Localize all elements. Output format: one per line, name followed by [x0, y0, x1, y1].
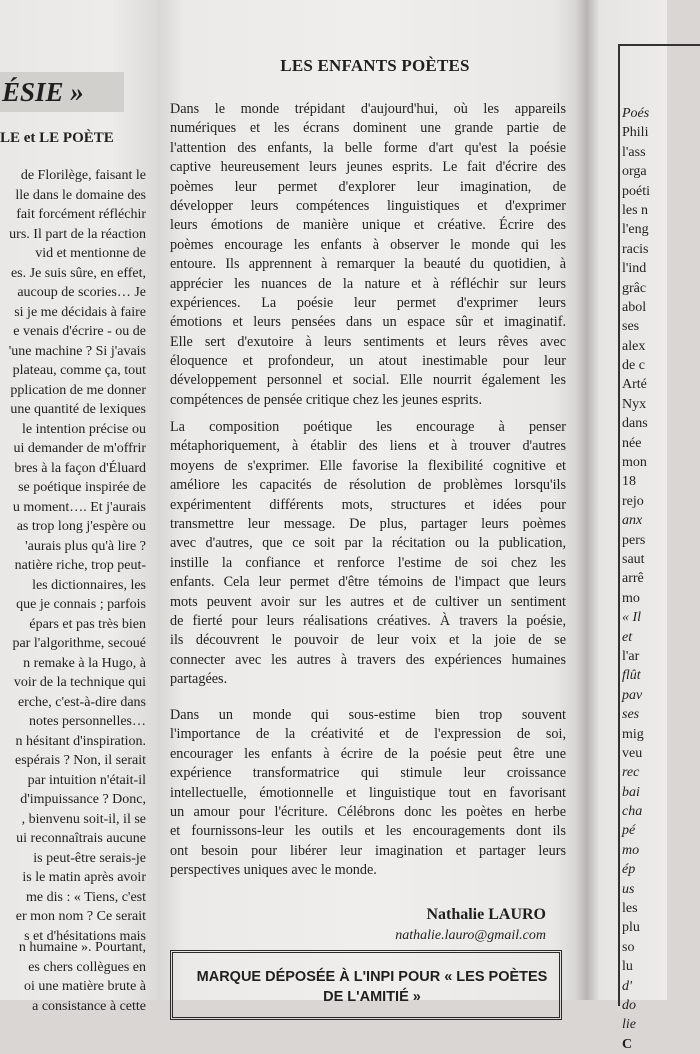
text-line: us [622, 881, 635, 897]
text-line: natière riche, trop peut- [14, 558, 146, 573]
text-line: as trop long j'espère ou [16, 519, 146, 534]
text-line: poèmes encourage les enfants à observer le monde qui les [170, 236, 566, 253]
text-line: pers [622, 532, 646, 548]
text-line: mo [622, 590, 640, 606]
text-line: par intuition n'était-il [27, 772, 146, 788]
text-line: arrê [622, 571, 644, 587]
text-line: leurs émotions de manière unique et créative. Écrire des [170, 217, 566, 234]
text-line: is peut-être serais-je [33, 850, 146, 866]
main-page [158, 0, 588, 1005]
text-line: éloquence et profondeur, un atout inestimable pour leur [170, 353, 566, 370]
article-title: LES ENFANTS POÈTES [280, 56, 470, 75]
left-page [0, 0, 158, 1014]
text-line: ont besoin pour libérer leur imagination et partager leurs [170, 842, 566, 859]
text-line: pé [622, 823, 636, 839]
text-line: si je me décidais à faire [14, 304, 146, 320]
text-line: intellectuelle, émotionnelle et linguistique tout en favorisant [170, 784, 566, 801]
text-line: partagées. [170, 671, 228, 688]
text-line: cha [622, 804, 643, 820]
text-line: dans [622, 416, 648, 432]
text-line: née [622, 435, 642, 451]
left-article-subtitle: LE et LE POÈTE [0, 130, 114, 146]
text-line: émotions et leurs pensées dans un espace sûr et imaginatif. [170, 314, 566, 331]
text-line: is le matin après avoir [22, 870, 146, 885]
text-line: voir de la technique qui [13, 675, 146, 690]
article-paragraph-2 [170, 418, 566, 689]
text-line: 18 [622, 474, 636, 490]
text-line: mo [622, 842, 640, 858]
text-line: er mon nom ? Ce serait [15, 909, 146, 924]
article-paragraph-1 [170, 100, 566, 410]
text-line: espérais ? Non, il serait [14, 753, 146, 768]
text-line: n remake à la Hugo, à [23, 655, 146, 671]
text-line: l'importance de la créativité et de l'expression de soi, [170, 726, 566, 743]
trademark-notice-box [170, 950, 562, 1020]
text-line: erche, c'est-à-dire dans [17, 694, 146, 710]
left-section-heading: ÉSIE » [0, 72, 124, 112]
text-line: racis [622, 241, 649, 257]
text-line: bres à la façon d'Éluard [14, 460, 146, 476]
text-line: vid et mentionne de [35, 246, 146, 261]
text-line: ép [622, 862, 636, 878]
text-line: compétences de pensée critique chez les jeunes esprits. [170, 391, 482, 408]
text-line: épars et pas très bien [29, 616, 146, 632]
text-line: de Florilège, faisant le [20, 168, 146, 183]
text-line: mots peuvent avoir sur les autres et de cultiver un sentiment [170, 593, 566, 610]
text-line: s et d'hésitations mais [24, 928, 146, 944]
text-line: le intention précise ou [21, 421, 146, 437]
text-line: pplication de me donner [10, 382, 146, 398]
text-line: les n [622, 202, 649, 218]
text-line: perspectives uniques avec le monde. [170, 862, 377, 879]
text-line: anx [622, 513, 643, 529]
text-line: me dis : « Tiens, c'est [26, 889, 146, 905]
text-line: moyens de s'exprimer. Elle favorise la flexibilité cognitive et [170, 457, 566, 474]
text-line: lle dans le domaine des [15, 187, 146, 203]
text-line: se poétique inspirée de [18, 480, 146, 495]
text-line: Poés [622, 106, 650, 121]
text-line: do [622, 997, 636, 1013]
text-line: et fournissons-leur les outils et les encouragements dont ils [170, 823, 566, 840]
text-line: bai [622, 784, 640, 800]
text-line: 'aurais plus qu'à lire ? [25, 538, 146, 554]
right-page [588, 0, 667, 1052]
text-line: saut [622, 551, 645, 567]
article-paragraph-3 [170, 706, 566, 881]
text-line: 'une machine ? Si j'avais [8, 343, 146, 359]
text-line: expérimentent différents mots, structures et idées pour [170, 496, 566, 513]
text-line: lie [622, 1017, 636, 1033]
text-line: développer leurs compétences linguistiques et d'exprimer [170, 197, 566, 214]
text-line: notes personnelles… [28, 714, 146, 729]
article-author: Nathalie LAURO [426, 906, 546, 923]
text-line: numériques et les écrans dominent une grande partie de [170, 120, 566, 137]
text-line: n humaine ». Pourtant, [18, 940, 146, 955]
text-line: instille la confiance et renforce l'estime de soi chez les [170, 554, 566, 571]
text-line: es chers collègues en [28, 959, 146, 975]
text-line: oi une matière brute à [23, 979, 146, 994]
text-line: une quantité de lexiques [10, 402, 146, 417]
text-line: transmettre leur message. De plus, partager leurs poèmes [170, 515, 566, 532]
text-line: flût [622, 668, 641, 684]
text-line: l'ass [622, 144, 646, 160]
text-line: d'impuissance ? Donc, [20, 792, 146, 807]
text-line: Phili [622, 125, 649, 141]
text-line: enfants. Cela leur permet d'être témoins de l'impact que leurs [170, 574, 566, 591]
text-line: so [622, 939, 635, 955]
text-line: ui demander de m'offrir [13, 441, 146, 456]
text-line: l'ar [622, 648, 640, 664]
text-line: Dans un monde qui sous-estime bien trop souvent [170, 707, 566, 723]
text-line: fait forcément réfléchir [16, 207, 146, 222]
text-line: l'eng [622, 222, 649, 238]
text-line: les [622, 901, 638, 917]
text-line: a consistance à cette [32, 998, 146, 1014]
left-article-text [0, 166, 146, 946]
text-line: plateau, comme ça, tout [12, 363, 146, 378]
text-line: poéti [622, 183, 650, 199]
text-line: grâc [622, 280, 647, 296]
text-line: veu [622, 745, 643, 761]
text-line: d' [622, 978, 632, 994]
text-line: rejo [622, 493, 644, 509]
text-line: mig [622, 726, 644, 742]
text-line: connecter avec les autres à travers des expériences humaines [170, 651, 566, 668]
text-line: expérience transformatrice qui stimule leur croissance [170, 765, 566, 782]
text-line: es. Je suis sûre, en effet, [10, 265, 146, 281]
text-line: développement personnel et social. Elle nourrit également les [170, 372, 566, 389]
text-line: expériences. La poésie leur permet d'exprimer leurs [170, 294, 566, 311]
text-line: u moment…. Et j'aurais [12, 499, 146, 515]
text-line: et [622, 629, 633, 645]
author-email: nathalie.lauro@gmail.com [395, 928, 546, 943]
text-line: urs. Il part de la réaction [9, 226, 146, 242]
text-line: La composition poétique les encourage à penser [170, 419, 566, 435]
text-line: abol [622, 299, 647, 315]
text-line: Elle sert d'exutoire à leurs sentiments et leurs rêves avec [170, 333, 566, 350]
text-line: e venais d'écrire - ou de [13, 324, 146, 339]
text-line: ui reconnaîtrais aucune [16, 831, 146, 846]
text-line: de fierté pour leurs réalisations créatives. À travers la poésie, [170, 612, 566, 629]
text-line: de c [622, 358, 645, 374]
text-line: que je connais ; parfois [16, 597, 146, 612]
text-line: par l'algorithme, secoué [12, 636, 146, 651]
text-line: poèmes leur permet d'explorer leur imagination, de [170, 178, 566, 195]
text-line: ses [622, 707, 640, 723]
text-line: entoure. Ils apprennent à remarquer la beauté du quotidien, à [170, 256, 566, 273]
text-line: rec [622, 765, 640, 781]
text-line: aucoup de scories… Je [17, 285, 146, 300]
text-line: ses [622, 319, 640, 335]
text-line: , bienvenu soit-il, il se [21, 811, 146, 827]
text-line: captive heureusement leurs jeunes esprits. Le fait d'écrire des [170, 159, 566, 176]
text-line: lu [622, 959, 633, 975]
text-line: C [622, 1036, 633, 1052]
text-line: orga [622, 164, 647, 180]
text-line: métaphoriquement, à établir des liens et à trouver d'autres [170, 438, 566, 455]
text-line: Arté [622, 377, 647, 393]
text-line: un amour pour l'écriture. Célébrons donc les poètes en herbe [170, 803, 566, 820]
text-line: Nyx [622, 396, 647, 412]
text-line: avec d'autres, que ce soit par la récitation ou la publication, [170, 535, 566, 552]
text-line: l'ind [622, 261, 647, 277]
right-article-text [622, 104, 682, 1054]
text-line: ils découvrent le pouvoir de leur voix et la joie de se [170, 632, 566, 649]
left-article-text-bottom [0, 938, 146, 1016]
text-line: alex [622, 338, 646, 354]
text-line: « Il [622, 610, 642, 626]
text-line: mon [622, 455, 647, 471]
text-line: améliore les capacités de résolution de problèmes lorsqu'ils [170, 477, 566, 494]
text-line: n hésitant d'inspiration. [15, 733, 146, 749]
text-line: les dictionnaires, les [32, 577, 146, 593]
text-line: Dans le monde trépidant d'aujourd'hui, où les appareils [170, 101, 566, 117]
text-line: apprécier les nuances de la nature et à réfléchir sur leurs [170, 275, 566, 292]
trademark-notice-text: MARQUE DÉPOSÉE À L'INPI POUR « LES POÈTES DE L'AMITIÉ » [196, 969, 548, 1005]
text-line: pav [622, 687, 643, 703]
text-line: encourager les enfants à écrire de la poésie peut être une [170, 745, 566, 762]
text-line: plu [622, 920, 640, 936]
text-line: l'attention des enfants, la belle forme d'art qu'est la poésie [170, 139, 566, 156]
